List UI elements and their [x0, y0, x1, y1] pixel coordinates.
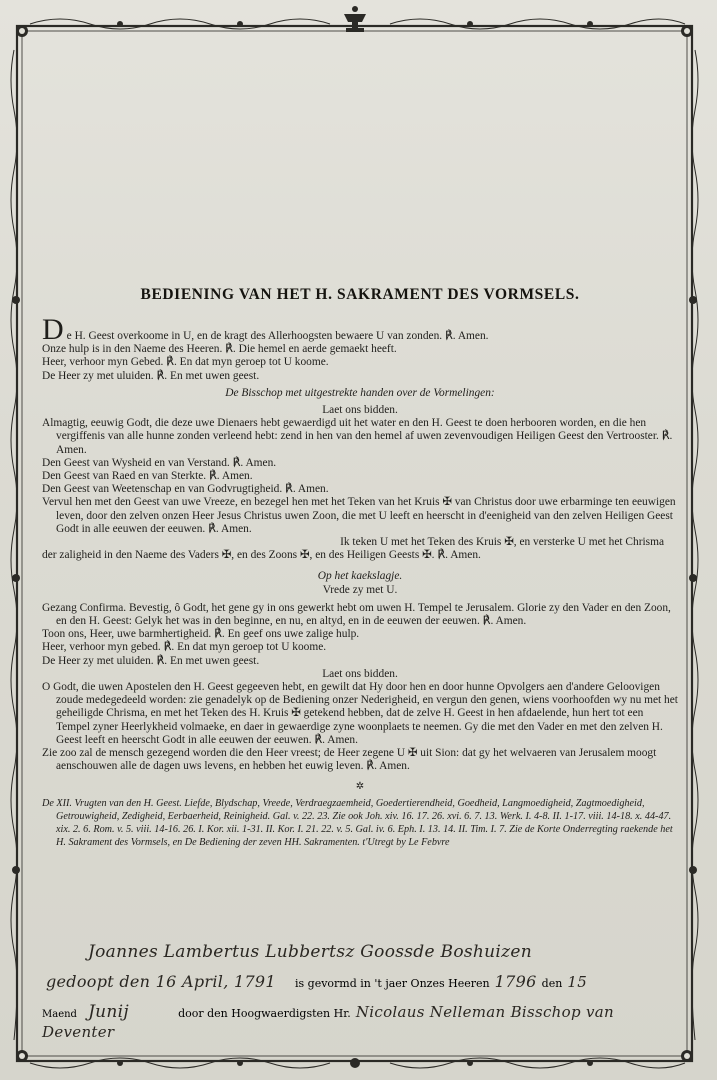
fruits-of-spirit: De XII. Vrugten van den H. Geest. Liefde, Blydschap, Vreede, Verdraegzaemheid, Goedertierendheid, Goedheid, Langmoedigheid, Zagtmoedigheid, Getrouwigheid, Zedigheid, Eerbaerheid, Reinigheid. Gal. v. 22. 23. Zie ook Joh. xiv. 16. 17. 26. xvi. 6. 7. 13. Werk. I. 4-8. II. 1-17. viii. 14-18. x. 44-47. xix. 2. 6. Rom. v. 5. viii. 14-16. 26. I. Kor. xii. 1-31. II. Kor. I. 21. 22. v. 5. Gal. iv. 6. Eph. I. 13. 14. II. Tim. I. 7. Zie de Korte Onderregting raekende het H. Sakrament des Vormsels, en De Bediening der zeven HH. Sakramenten. t'Utregt by Le Febvre — [42, 797, 673, 849]
peace-line: Vrede zy met U. — [322, 583, 398, 596]
prayer-1: Almagtig, eeuwig Godt, die deze uwe Dienaers hebt gewaerdigd uit het water en den H. Geest te doen herbooren worden, en die hen vergiffenis van alle hunne zonden verleend hebt: zend in hen van den hemel af uwen zevenvoudigen Heiligen Geest den Vertrooster. ℟. Amen. — [42, 417, 673, 456]
gezang-confirma: Gezang Confirma. Bevestig, ô Godt, het gene gy in ons gewerkt hebt om uwen H. Tempel te Jerusalem. Glorie zy den Vader en den Zoon, en den H. Geest: Gelyk het was in den beginne, en nu, en altyd, en in de eeuwen der eeuwen. ℟. Amen. — [42, 601, 671, 628]
let-us-pray-2: Laet ons bidden. — [322, 667, 398, 680]
divider-star: ✲ — [355, 780, 365, 792]
month-label: Maend — [42, 1009, 77, 1020]
confirmand-name: Joannes Lambertus Lubbertsz Goossde Boshuizen — [88, 942, 532, 962]
confirmed-in-year-label: is gevormd in 't jaer Onzes Heeren — [295, 977, 490, 990]
certificate-date-row — [42, 972, 682, 991]
sealing-line-1: Ik teken U met het Teken des Kruis ✠, en versterke U met het Chrisma — [340, 536, 664, 549]
confirmation-year: 1796 — [494, 972, 537, 991]
intro-line-4: De Heer zy met uluiden. ℟. En met uwen geest. — [42, 369, 260, 382]
gift-3: Den Geest van Weetenschap en van Godvrugtigheid. ℟. Amen. — [42, 483, 329, 496]
certificate-bishop-row — [42, 1002, 682, 1041]
blessing: Zie zoo zal de mensch gezegend worden die den Heer vreest; de Heer zegene U ✠ uit Sion: dat gy het welvaeren van Jerusalem moogt aenschouwen alle de dagen uws levens, en hebben het euwig leven. ℟. Amen. — [42, 747, 657, 773]
rubric-bishop: De Bisschop met uitgestrekte handen over de Vormelingen: — [225, 386, 495, 399]
gift-2: Den Geest van Raed en van Sterkte. ℟. Amen. — [42, 470, 253, 483]
document-title: BEDIENING VAN HET H. SAKRAMENT DES VORMSELS. — [140, 286, 580, 303]
certificate-name-row — [42, 942, 682, 962]
sealing-line-2: der zaligheid in den Naeme des Vaders ✠, en des Zoons ✠, en des Heiligen Geests ✠. ℟. Amen. — [42, 549, 481, 562]
bishop-label: door den Hoogwaerdigsten Hr. — [178, 1007, 351, 1020]
intro-first-line — [42, 313, 678, 347]
confirmation-month: Junij — [88, 1002, 129, 1022]
liturgy-text — [42, 288, 678, 850]
intro-line-3: Heer, verhoor myn Gebed. ℟. En dat myn geroep tot U koome. — [42, 356, 329, 369]
confirmation-day: 15 — [567, 973, 588, 991]
versicle-2: Heer, verhoor myn gebed. ℟. En dat myn geroep tot U koome. — [42, 641, 327, 654]
gift-1: Den Geest van Wysheid en van Verstand. ℟. Amen. — [42, 456, 277, 469]
intro-line-2: Onze hulp is in den Naeme des Heeren. ℟. Die hemel en aerde gemaekt heeft. — [42, 343, 397, 356]
bishop-name: Nicolaus Nelleman Bisschop van Deventer — [42, 1003, 614, 1041]
prayer-2: Vervul hen met den Geest van uwe Vreeze, en bezegel hen met het Teken van het Kruis ✠ van Christus door uwe erbarminge ten eeuwigen leven, door den zelven onzen Heer Jesus Christus uwen Zoon, die met U leeft en heerscht in d'eenigheid van den zelven Heiligen Geest Godt in alle eeuwen der eeuwen. ℟. Amen. — [42, 496, 676, 535]
baptism-date: gedoopt den 16 April, 1791 — [46, 972, 276, 991]
let-us-pray-1: Laet ons bidden. — [322, 404, 398, 417]
versicle-3: De Heer zy met uluiden. ℟. En met uwen geest. — [42, 654, 260, 667]
rubric-slap: Op het kaekslagje. — [317, 570, 403, 583]
day-label: den — [541, 977, 563, 990]
versicle-1: Toon ons, Heer, uwe barmhertigheid. ℟. En geef ons uwe zalige hulp. — [42, 628, 360, 641]
intro-line-1: e H. Geest overkoome in U, en de kragt des Allerhoogsten bewaere U van zonden. ℟. Amen. — [66, 330, 489, 342]
drop-cap: D — [42, 313, 64, 347]
prayer-3: O Godt, die uwen Apostelen den H. Geest gegeeven hebt, en gewilt dat Hy door hen en door hunne Opvolgers aen d'andere Geloovigen zoude medegedeeld worden: zie genadelyk op de Bediening onzer Nederigheid, en vergun den genen, wiens voorhoofden wy nu met het geheiligde Chrisma, en met het Teken des H. Kruis ✠ getekend hebben, dat de zelve H. Geest in hen afdaelende, hun hert tot een Tempel zyner Heerlykheid volmaeke, en daer in gewaerdige zyne woonplaets te neemen. Gy die met den Vader en met den zelven H. Geest leeft en heerscht Godt in alle eeuwen der eeuwen. ℟. Amen. — [42, 681, 678, 746]
